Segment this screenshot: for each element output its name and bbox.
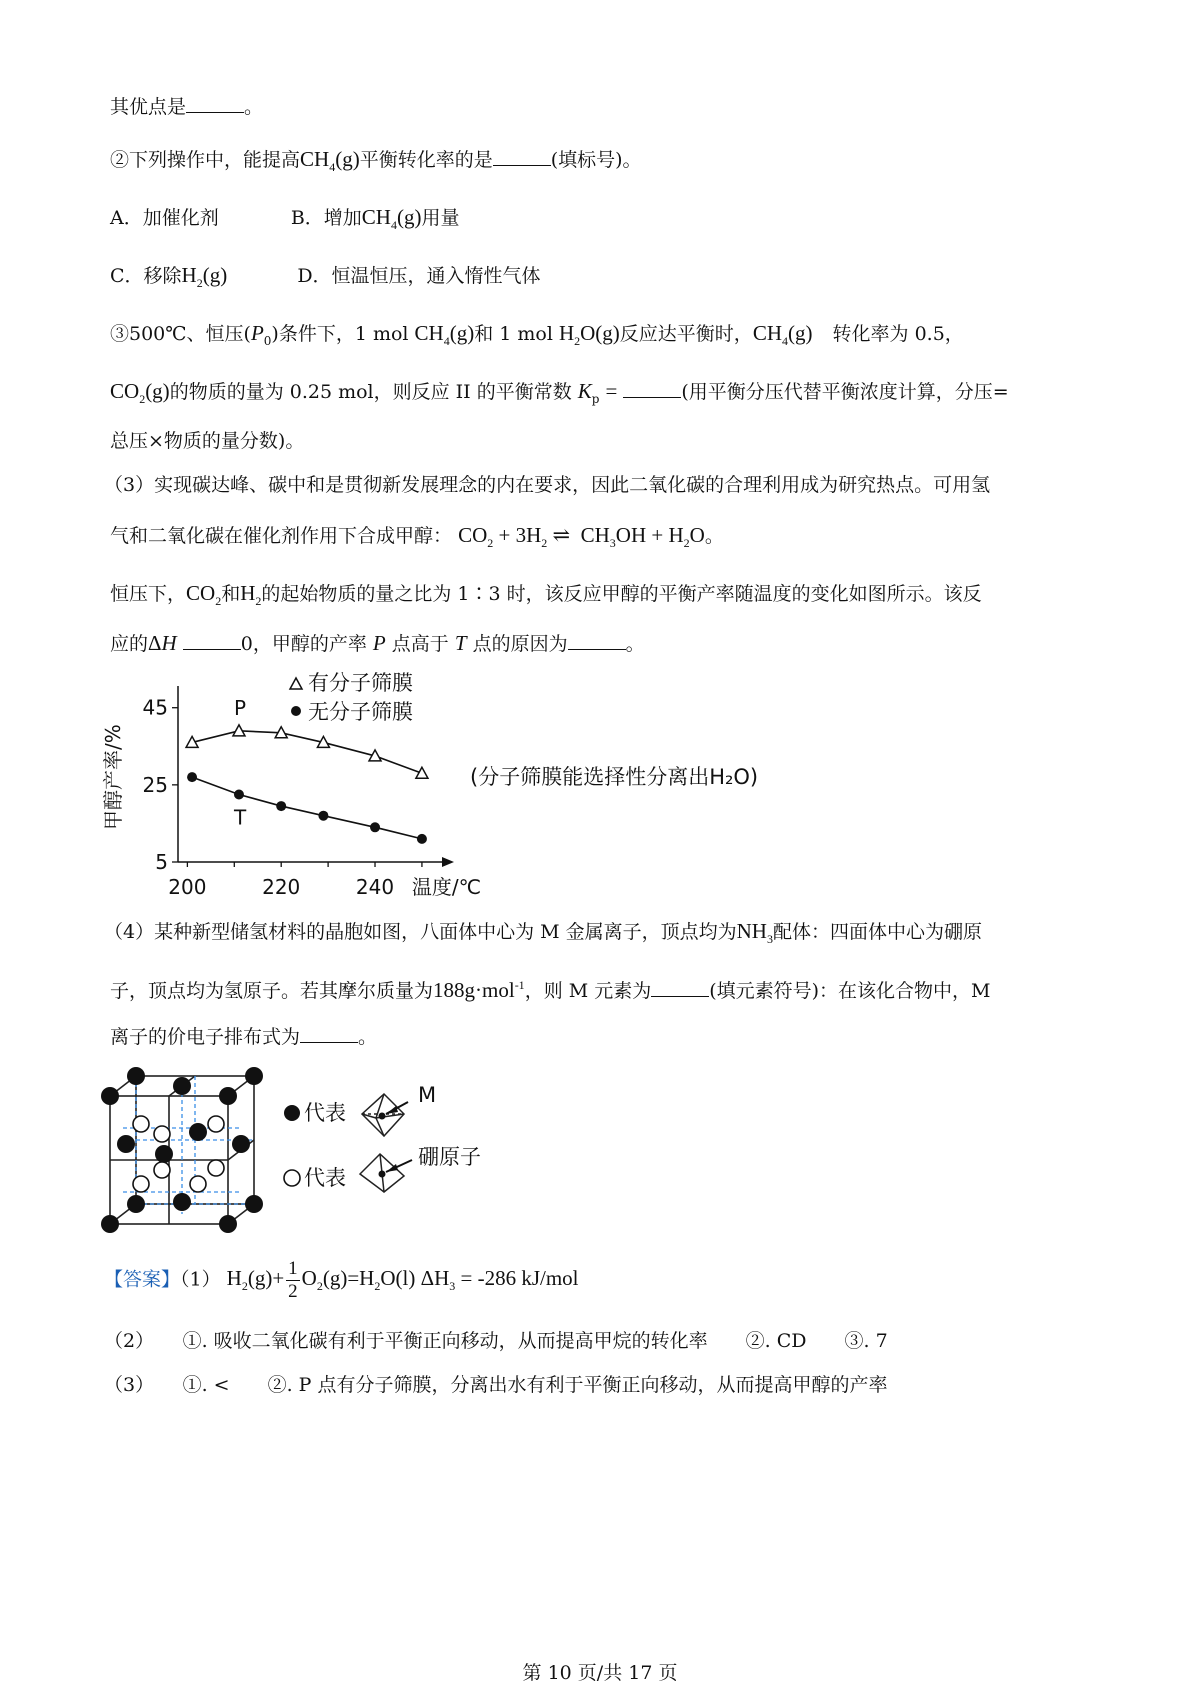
text-line-8: （3）实现碳达峰、碳中和是贯彻新发展理念的内在要求，因此二氧化碳的合理利用成为研究热点。可用氢 [104, 474, 991, 496]
option-a: A．加催化剂 [110, 207, 219, 229]
x-axis-arrow [442, 857, 454, 867]
legend-circle-icon [291, 706, 301, 716]
filled-legend-label: 代表 [304, 1101, 346, 1125]
page-footer: 第 10 页/共 17 页 [522, 1662, 678, 1684]
data-point-circle [370, 822, 380, 832]
option-d: D．恒温恒压，通入惰性气体 [297, 265, 541, 287]
answer-blank[interactable] [623, 379, 681, 398]
methanol-yield-chart [100, 672, 820, 907]
data-point-circle [417, 834, 427, 844]
text-line-7: 总压×物质的量分数)。 [110, 430, 305, 452]
option-b: B．增加$CH_4(g)$用量 [290, 205, 460, 232]
answer-blank[interactable] [493, 147, 551, 166]
annotation-t: T [233, 805, 247, 830]
series-line [192, 731, 422, 773]
text-line-13: 子，顶点均为氢原子。若其摩尔质量为188g·mol$^{-1}$，则 M 元素为 (填元素符号)：在该化合物中，M [110, 978, 991, 1002]
x-tick-label: 220 [262, 875, 301, 899]
y-tick-label: 45 [142, 695, 168, 720]
annotation-p: P [233, 695, 247, 720]
data-point-circle [318, 811, 328, 821]
answer-blank[interactable] [186, 94, 244, 113]
text-line-2: ②下列操作中，能提高$CH_4(g)$平衡转化率的是 (填标号)。 [110, 147, 642, 174]
x-tick-label: 240 [355, 875, 395, 899]
legend-label-with-membrane: 有分子筛膜 [308, 672, 413, 695]
text-line-12: （4）某种新型储氢材料的晶胞如图，八面体中心为 M 金属离子，顶点均为$NH_3$配体：四面体中心为硼原 [104, 919, 982, 946]
y-tick-label: 5 [155, 850, 168, 874]
chart-note: (分子筛膜能选择性分离出H₂O) [470, 765, 759, 789]
x-tick-label: 200 [168, 875, 207, 899]
option-c: C．移除$H_2(g)$ [110, 263, 228, 290]
text-line-14: 离子的价电子排布式为 。 [110, 1026, 378, 1048]
y-tick-label: 25 [142, 772, 168, 797]
answer-line-2: （2） ①. 吸收二氧化碳有利于平衡正向移动，从而提高甲烷的转化率 ②. CD ③. 7 [104, 1330, 888, 1352]
m-label: M [418, 1083, 437, 1107]
text-line-1: 其优点是 。 [110, 96, 264, 118]
answer-blank[interactable] [651, 978, 709, 997]
reaction-equation: $CO_2 + 3H_2$ ⇌ $CH_3OH + H_2O$ [458, 523, 705, 550]
series-line [192, 777, 422, 839]
crystal-cell-figure [96, 1066, 516, 1236]
answer-blank[interactable] [568, 631, 626, 650]
data-point-triangle [416, 767, 428, 778]
open-atom-icon [284, 1170, 300, 1186]
legend-triangle-icon [290, 678, 302, 689]
y-axis-label: 甲醇产率/% [101, 724, 125, 830]
text-line-11: 应的ΔH 0，甲醇的产率 P 点高于 T 点的原因为 。 [110, 631, 645, 655]
text-line-9: 气和二氧化碳在催化剂作用下合成甲醇： $CO_2 + 3H_2$ ⇌ $CH_3OH + H_2O$。 [110, 523, 724, 550]
option-row-ab [110, 204, 460, 238]
answer-tag: 【答案】 [104, 1268, 181, 1291]
answer-line-1: 【答案】（1） $H_2(g)+$ $\frac{1}{2}$ $O_2(g)=H_2O(l) \Delta H_3 = -286$ kJ/mol [104, 1258, 579, 1302]
data-point-circle [234, 790, 244, 800]
answer-blank[interactable] [183, 631, 241, 650]
text-line-5: ③500℃、恒压$(P_0)$条件下，1 mol $CH_4(g)$和 1 mol $H_2O(g)$反应达平衡时，$CH_4(g)$ 转化率为 0.5， [110, 321, 964, 348]
filled-atom-icon [284, 1105, 300, 1121]
x-axis-label: 温度/℃ [411, 875, 482, 899]
text-line-6: $CO_2(g)$的物质的量为 0.25 mol，则反应 II 的平衡常数 $K_p$ = (用平衡分压代替平衡浓度计算，分压= [110, 379, 1009, 406]
chem-formula: $CH_4(g)$ [300, 147, 360, 174]
data-point-circle [187, 772, 197, 782]
option-row-cd [110, 262, 541, 296]
answer-blank[interactable] [300, 1024, 358, 1043]
answer-line-3: （3） ①. < ②. P 点有分子筛膜，分离出水有利于平衡正向移动，从而提高甲醇的产率 [104, 1374, 888, 1396]
legend-label-without-membrane: 无分子筛膜 [308, 700, 413, 724]
data-point-circle [276, 801, 286, 811]
open-legend-label: 代表 [304, 1166, 346, 1190]
text-line-10: 恒压下，$CO_2$和$H_2$的起始物质的量之比为 1∶3 时，该反应甲醇的平衡产率随温度的变化如图所示。该反 [110, 581, 982, 608]
boron-label: 硼原子 [418, 1145, 481, 1169]
